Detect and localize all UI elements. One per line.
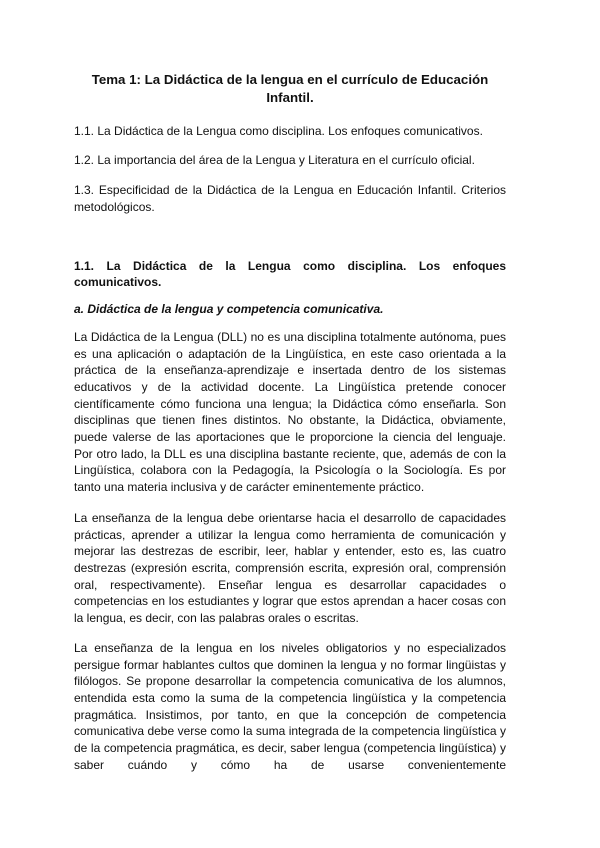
toc-item-1-3: 1.3. Especificidad de la Didáctica de la Lengua en Educación Infantil. Criterios metodológicos. bbox=[74, 183, 506, 214]
paragraph-3: La enseñanza de la lengua en los niveles obligatorios y no especializados persigue formar hablantes cultos que dominen la lengua y no formar lingüistas y filólogos. Se propone desarrollar la competencia comunicativa de los alumnos, entendida esta como la suma de la competencia lingüística y la competencia pragmática. Insistimos, por tanto, en que la concepción de competencia comunicativa debe verse como la suma integrada de la competencia lingüística y de la competencia pragmática, es decir, saber lengua (competencia lingüística) y saber cuándo y cómo ha de usarse convenientemente bbox=[74, 641, 506, 772]
document-title: Tema 1: La Didáctica de la lengua en el currículo de Educación Infantil. bbox=[91, 72, 489, 105]
section-heading: 1.1. La Didáctica de la Lengua como disciplina. Los enfoques comunicativos. bbox=[74, 259, 506, 289]
subheading: a. Didáctica de la lengua y competencia comunicativa. bbox=[74, 302, 384, 316]
toc-item-1-1: 1.1. La Didáctica de la Lengua como disciplina. Los enfoques comunicativos. bbox=[74, 124, 483, 138]
paragraph-1: La Didáctica de la Lengua (DLL) no es una disciplina totalmente autónoma, pues es una aplicación o adaptación de la Lingüística, en este caso orientada a la práctica de la enseñanza-aprendizaje e insertada dentro de los sistemas educativos y de la actividad docente. La Lingüística pretende conocer científicamente cómo funciona una lengua; la Didáctica cómo enseñarla. Son disciplinas que tienen fines distintos. No obstante, la Didáctica, obviamente, puede valerse de las aportaciones que le proporcione la ciencia del lenguaje. Por otro lado, la DLL es una disciplina bastante reciente, que, además de con la Lingüística, colabora con la Pedagogía, la Psicología o la Sociología. Es por tanto una materia inclusiva y de carácter eminentemente práctico. bbox=[74, 330, 506, 494]
toc-item-1-2: 1.2. La importancia del área de la Lengua y Literatura en el currículo oficial. bbox=[74, 153, 475, 167]
paragraph-2: La enseñanza de la lengua debe orientarse hacia el desarrollo de capacidades prácticas, aprender a utilizar la lengua como herramienta de comunicación y mejorar las destrezas de escribir, leer, hablar y entender, esto es, las cuatro destrezas (expresión escrita, comprensión escrita, expresión oral, comprensión oral, respectivamente). Enseñar lengua es desarrollar capacidades o competencias en los estudiantes y lograr que estos aprendan a hacer cosas con la lengua, es decir, con las palabras orales o escritas. bbox=[74, 511, 506, 625]
